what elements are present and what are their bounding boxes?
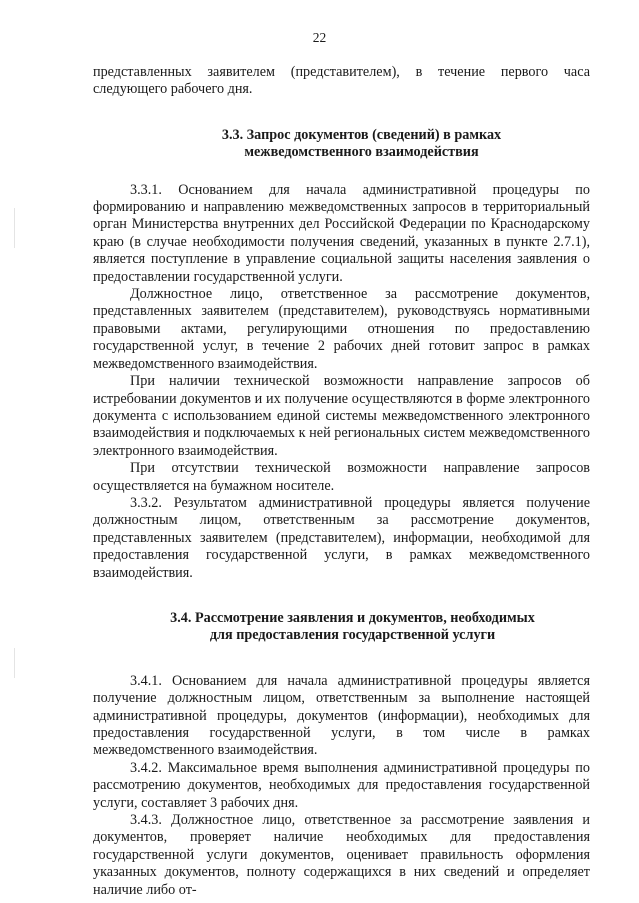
paragraph-technical: При наличии технической возможности направление запросов об истребовании документов и их получение осуществляются в форме электронного документа с использованием единой системы межведомственного электронного взаимодействия и подключаемых к ней региональных систем межведомственного электронного взаимодействия. — [93, 373, 590, 459]
heading-line: для предоставления государственной услуги — [209, 627, 496, 644]
heading-line: 3.3. Запрос документов (сведений) в рамках — [221, 126, 502, 143]
paragraph-paper: При отсутствии технической возможности направление запросов осуществляется на бумажном носителе. — [93, 460, 590, 494]
section-heading-3-4 — [93, 610, 590, 645]
page-number: 22 — [312, 30, 327, 45]
scan-margin-line — [14, 648, 15, 678]
paragraph-continuation: представленных заявителем (представителем), в течение первого часа следующего рабочего дня. — [93, 64, 590, 98]
heading-line: 3.4. Рассмотрение заявления и документов, необходимых — [170, 609, 535, 626]
paragraph-3-3-2: 3.3.2. Результатом административной процедуры является получение должностным лицом, ответственным за рассмотрение документов, представленных заявителем (представителем), информации, необходимой для предоставления государственной услуги, в рамках межведомственного взаимодействия. — [93, 494, 590, 581]
paragraph-3-4-3: 3.4.3. Должностное лицо, ответственное за рассмотрение заявления и документов, проверяет наличие необходимых для предоставления государственной услуги документов, оценивает правильность оформления указанных документов, полноту содержащихся в них сведений и определяет наличие либо от- — [93, 812, 590, 898]
scan-margin-line — [14, 208, 15, 248]
paragraph-3-3-1: 3.3.1. Основанием для начала административной процедуры по формированию и направлению межведомственных запросов в территориальный орган Министерства внутренних дел Российской Федерации по Краснодарскому краю (в случае необходимости получения сведений, указанных в пункте 2.7.1), является поступление в управление социальной защиты населения заявления о предоставлении государственной услуги. — [93, 181, 590, 285]
paragraph-3-4-2: 3.4.2. Максимальное время выполнения административной процедуры по рассмотрению документов, необходимых для предоставления государственной услуги, составляет 3 рабочих дня. — [93, 759, 590, 811]
section-heading-3-3 — [93, 127, 590, 162]
paragraph-official: Должностное лицо, ответственное за рассмотрение документов, представленных заявителем (представителем), руководствуясь нормативными правовыми актами, регулирующими отношения по предоставлению государственной услуг, в течение 2 рабочих дней готовит запрос в рамках межведомственного взаимодействия. — [93, 286, 590, 372]
paragraph-3-4-1: 3.4.1. Основанием для начала административной процедуры является получение должностным лицом, ответственным за выполнение настоящей административной процедуры, документов (информации), необходимых для предоставления государственной услуги, в том числе в рамках межведомственного взаимодействия. — [93, 672, 590, 759]
document-body — [93, 64, 590, 899]
heading-line: межведомственного взаимодействия — [244, 144, 479, 161]
